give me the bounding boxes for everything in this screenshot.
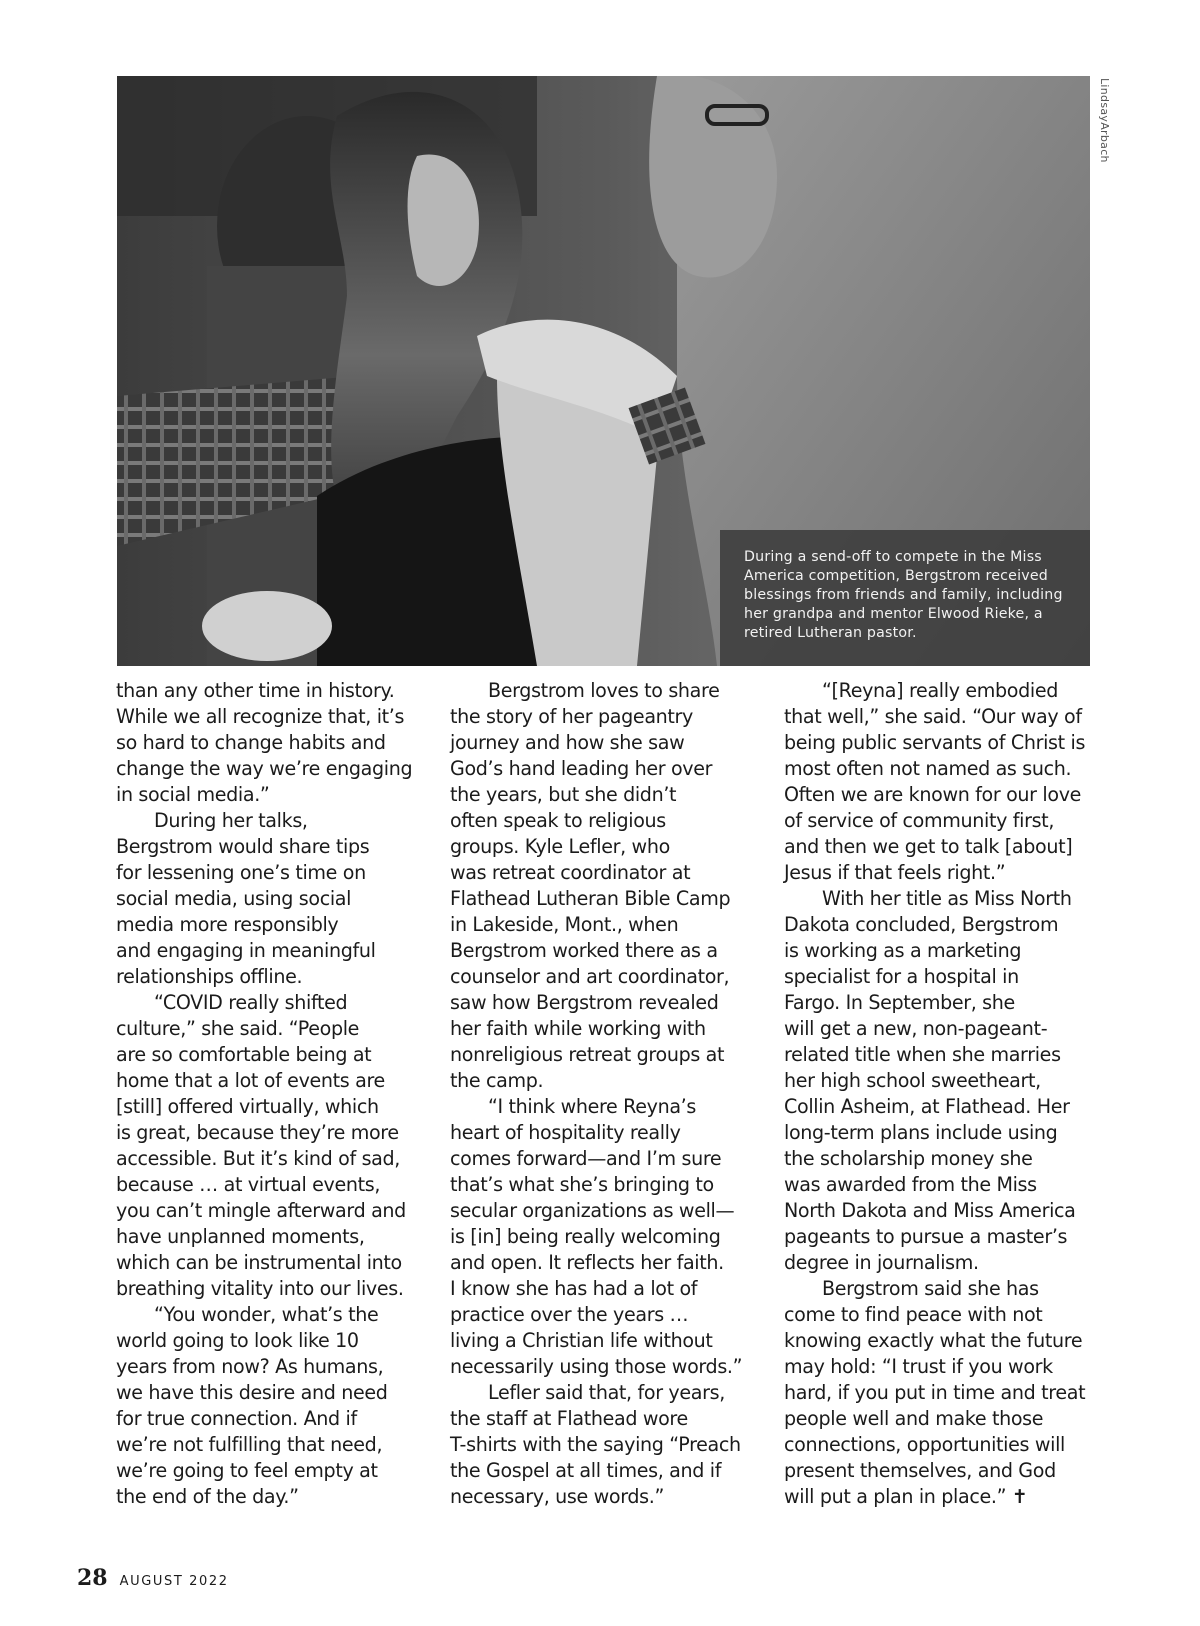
paragraph-line: of service of community first, xyxy=(784,809,1055,832)
paragraph-line: the story of her pageantry xyxy=(450,705,694,728)
paragraph-line: the end of the day.” xyxy=(116,1485,299,1508)
paragraph-line: Dakota concluded, Bergstrom xyxy=(784,913,1059,936)
paragraph-line: will put a plan in place.” ✝ xyxy=(784,1485,1028,1508)
paragraph-line: the scholarship money she xyxy=(784,1147,1033,1170)
paragraph-line: we’re going to feel empty at xyxy=(116,1459,378,1482)
paragraph-line: Jesus if that feels right.” xyxy=(784,861,1006,884)
paragraph-line: social media, using social xyxy=(116,887,352,910)
paragraph-line: that’s what she’s bringing to xyxy=(450,1173,714,1196)
paragraph-line: people well and make those xyxy=(784,1407,1044,1430)
article-paragraph xyxy=(116,1302,426,1510)
paragraph-line: journey and how she saw xyxy=(450,731,685,754)
paragraph-line: “COVID really shifted xyxy=(154,991,348,1014)
paragraph-line: specialist for a hospital in xyxy=(784,965,1019,988)
photo-caption: During a send-off to compete in the Miss America competition, Bergstrom received blessings from friends and family, including her grandpa and mentor Elwood Rieke, a retired Lutheran pastor. xyxy=(720,530,1090,666)
paragraph-line: are so comfortable being at xyxy=(116,1043,372,1066)
paragraph-line: knowing exactly what the future xyxy=(784,1329,1083,1352)
paragraph-line: comes forward—and I’m sure xyxy=(450,1147,722,1170)
paragraph-line: being public servants of Christ is xyxy=(784,731,1086,754)
paragraph-line: Often we are known for our love xyxy=(784,783,1082,806)
paragraph-line: Collin Asheim, at Flathead. Her xyxy=(784,1095,1070,1118)
paragraph-line: Bergstrom would share tips xyxy=(116,835,370,858)
page-footer xyxy=(77,1565,229,1595)
paragraph-line: hard, if you put in time and treat xyxy=(784,1381,1086,1404)
paragraph-line: “[Reyna] really embodied xyxy=(822,679,1059,702)
paragraph-line: connections, opportunities will xyxy=(784,1433,1065,1456)
paragraph-line: years from now? As humans, xyxy=(116,1355,384,1378)
article-paragraph xyxy=(784,1276,1094,1510)
paragraph-line: T-shirts with the saying “Preach xyxy=(450,1433,741,1456)
paragraph-line: so hard to change habits and xyxy=(116,731,386,754)
paragraph-line: pageants to pursue a master’s xyxy=(784,1225,1068,1248)
paragraph-line: necessarily using those words.” xyxy=(450,1355,743,1378)
paragraph-line: in Lakeside, Mont., when xyxy=(450,913,679,936)
paragraph-line: for lessening one’s time on xyxy=(116,861,366,884)
paragraph-line: for true connection. And if xyxy=(116,1407,357,1430)
paragraph-line: most often not named as such. xyxy=(784,757,1072,780)
paragraph-line: world going to look like 10 xyxy=(116,1329,359,1352)
paragraph-line: often speak to religious xyxy=(450,809,666,832)
paragraph-line: media more responsibly xyxy=(116,913,339,936)
paragraph-line: home that a lot of events are xyxy=(116,1069,385,1092)
paragraph-line: Bergstrom worked there as a xyxy=(450,939,718,962)
paragraph-line: the camp. xyxy=(450,1069,544,1092)
photo-credit: LindsayArbach xyxy=(1098,78,1111,163)
paragraph-line: we have this desire and need xyxy=(116,1381,388,1404)
paragraph-line: Bergstrom said she has xyxy=(822,1277,1039,1300)
paragraph-line: come to find peace with not xyxy=(784,1303,1043,1326)
paragraph-line: is working as a marketing xyxy=(784,939,1022,962)
paragraph-line: accessible. But it’s kind of sad, xyxy=(116,1147,401,1170)
article-column-3 xyxy=(784,678,1094,1510)
paragraph-line: than any other time in history. xyxy=(116,679,395,702)
paragraph-line: culture,” she said. “People xyxy=(116,1017,360,1040)
paragraph-line: you can’t mingle afterward and xyxy=(116,1199,406,1222)
paragraph-line: secular organizations as well— xyxy=(450,1199,735,1222)
paragraph-line: practice over the years … xyxy=(450,1303,689,1326)
paragraph-line: “I think where Reyna’s xyxy=(488,1095,696,1118)
article-paragraph xyxy=(116,808,426,990)
paragraph-line: we’re not fulfilling that need, xyxy=(116,1433,383,1456)
paragraph-line: groups. Kyle Lefler, who xyxy=(450,835,670,858)
paragraph-line: may hold: “I trust if you work xyxy=(784,1355,1053,1378)
article-paragraph xyxy=(116,678,426,808)
article-paragraph xyxy=(784,886,1094,1276)
paragraph-line: Lefler said that, for years, xyxy=(488,1381,725,1404)
paragraph-line: North Dakota and Miss America xyxy=(784,1199,1076,1222)
page-number: 28 xyxy=(77,1565,108,1591)
paragraph-line: [still] offered virtually, which xyxy=(116,1095,379,1118)
paragraph-line: that well,” she said. “Our way of xyxy=(784,705,1082,728)
paragraph-line: and open. It reflects her faith. xyxy=(450,1251,724,1274)
paragraph-line: will get a new, non-pageant- xyxy=(784,1017,1048,1040)
paragraph-line: her faith while working with xyxy=(450,1017,706,1040)
paragraph-line: heart of hospitality really xyxy=(450,1121,681,1144)
paragraph-line: God’s hand leading her over xyxy=(450,757,713,780)
paragraph-line: While we all recognize that, it’s xyxy=(116,705,405,728)
paragraph-line: and then we get to talk [about] xyxy=(784,835,1073,858)
paragraph-line: During her talks, xyxy=(154,809,308,832)
paragraph-line: “You wonder, what’s the xyxy=(154,1303,379,1326)
paragraph-line: her high school sweetheart, xyxy=(784,1069,1041,1092)
article-column-1 xyxy=(116,678,426,1510)
article-paragraph xyxy=(450,1380,760,1510)
paragraph-line: is great, because they’re more xyxy=(116,1121,399,1144)
article-paragraph xyxy=(450,1094,760,1380)
paragraph-line: nonreligious retreat groups at xyxy=(450,1043,725,1066)
paragraph-line: relationships offline. xyxy=(116,965,303,988)
paragraph-line: have unplanned moments, xyxy=(116,1225,365,1248)
paragraph-line: change the way we’re engaging xyxy=(116,757,413,780)
paragraph-line: is [in] being really welcoming xyxy=(450,1225,721,1248)
paragraph-line: Bergstrom loves to share xyxy=(488,679,720,702)
paragraph-line: and engaging in meaningful xyxy=(116,939,376,962)
paragraph-line: living a Christian life without xyxy=(450,1329,713,1352)
article-paragraph xyxy=(784,678,1094,886)
paragraph-line: long-term plans include using xyxy=(784,1121,1058,1144)
paragraph-line: degree in journalism. xyxy=(784,1251,979,1274)
paragraph-line: which can be instrumental into xyxy=(116,1251,402,1274)
paragraph-line: was awarded from the Miss xyxy=(784,1173,1037,1196)
article-body xyxy=(116,678,1096,1518)
paragraph-line: related title when she marries xyxy=(784,1043,1061,1066)
paragraph-line: the years, but she didn’t xyxy=(450,783,677,806)
article-photo xyxy=(117,76,1090,666)
paragraph-line: the Gospel at all times, and if xyxy=(450,1459,722,1482)
paragraph-line: present themselves, and God xyxy=(784,1459,1056,1482)
paragraph-line: I know she has had a lot of xyxy=(450,1277,698,1300)
article-column-2 xyxy=(450,678,760,1510)
paragraph-line: because … at virtual events, xyxy=(116,1173,381,1196)
paragraph-line: in social media.” xyxy=(116,783,270,806)
article-paragraph xyxy=(450,678,760,1094)
paragraph-line: was retreat coordinator at xyxy=(450,861,691,884)
paragraph-line: breathing vitality into our lives. xyxy=(116,1277,404,1300)
article-paragraph xyxy=(116,990,426,1302)
paragraph-line: With her title as Miss North xyxy=(822,887,1072,910)
issue-date: AUGUST 2022 xyxy=(119,1574,229,1589)
paragraph-line: saw how Bergstrom revealed xyxy=(450,991,719,1014)
paragraph-line: Fargo. In September, she xyxy=(784,991,1015,1014)
paragraph-line: Flathead Lutheran Bible Camp xyxy=(450,887,731,910)
paragraph-line: the staff at Flathead wore xyxy=(450,1407,688,1430)
paragraph-line: necessary, use words.” xyxy=(450,1485,664,1508)
paragraph-line: counselor and art coordinator, xyxy=(450,965,730,988)
